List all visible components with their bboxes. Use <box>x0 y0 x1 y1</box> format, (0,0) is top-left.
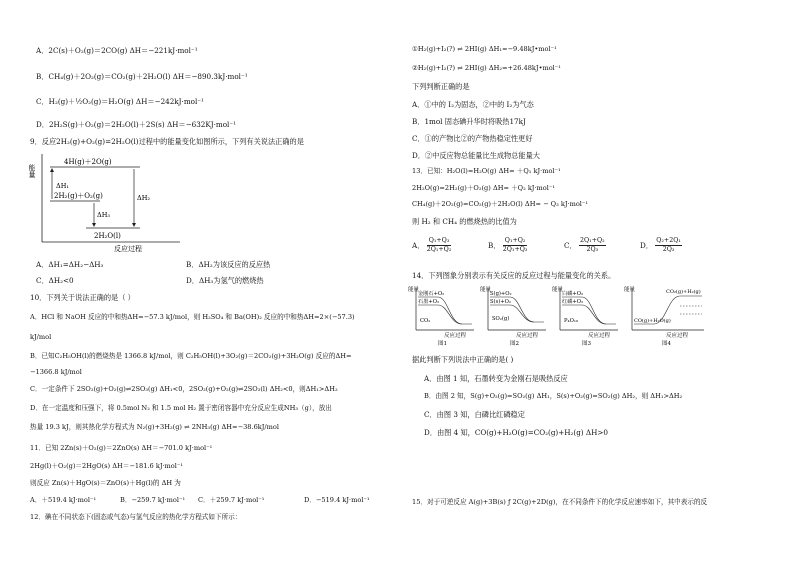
denominator: 2Q₁+Q₃ <box>502 246 528 253</box>
q11-line-1: 11．已知 2Zn(s)＋O₂(g)＝2ZnO(s) ΔH＝−701.0 kJ·mol⁻¹ <box>30 444 213 452</box>
q14-figure-1 <box>408 284 478 346</box>
q11-option-d: D．−519.4 kJ·mol⁻¹ <box>304 496 370 504</box>
dh2-label: ΔH₂ <box>137 194 150 202</box>
diagram-ylabel: 能量 <box>28 164 36 178</box>
arrow-dh3-head <box>92 223 96 227</box>
fig-caption: 图4 <box>662 341 671 347</box>
q10-line-1: A．HCl 和 NaOH 反应的中和热ΔH=−57.3 kJ/mol，则 H₂SO₄ 和 Ba(OH)₂ 反应的中和热ΔH=2×(−57.3) <box>30 313 355 321</box>
q14-option-d: D．由图 4 知，CO(g)+H₂O(g)=CO₂(g)+H₂(g) ΔH>0 <box>424 428 608 437</box>
right-column <box>400 0 794 565</box>
fig-ylabel: 能量 <box>408 287 420 293</box>
q12-option-a: A．①中的 I₂为固态，②中的 I₂为气态 <box>412 100 534 109</box>
q13-option-d <box>640 237 682 254</box>
fig-xlabel: 反应过程 <box>588 333 611 339</box>
fig-caption: 图2 <box>510 341 519 347</box>
fig-bottom-label: P₄O₁₀ <box>564 318 578 324</box>
q11-option-b: B．−259.7 kJ·mol⁻¹ <box>120 496 186 504</box>
numerator: Q₂+2Q₁ <box>656 237 681 244</box>
q10-line-3: B．已知C₂H₅OH(l)的燃烧热是 1366.8 kJ/mol，则 C₂H₅OH(l)+3O₂(g)＝2CO₂(g)+3H₂O(g) 反应的ΔH= <box>30 352 352 360</box>
q12-eq-1: ①H₂(g)+I₂(?) ⇌ 2HI(g) ΔH₁=−9.48kJ•mol⁻¹ <box>412 45 557 53</box>
q10-line-5: C．一定条件下 2SO₂(g)+O₂(g)⇌2SO₃(g) ΔH₁<0，2SO₂(g)+O₂(g)⇌2SO₃(l) ΔH₂<0，则ΔH₁>ΔH₂ <box>30 385 338 393</box>
q9-energy-diagram <box>30 150 190 252</box>
q13-line-4: 则 H₂ 和 CH₄ 的燃烧热的比值为 <box>412 217 517 226</box>
option-letter: C． <box>564 241 577 250</box>
q14-stem: 14．下列图象分别表示有关反应的反应过程与能量变化的关系。 <box>412 271 616 280</box>
level-bottom-label: 2H₂O(l) <box>94 232 121 240</box>
fraction <box>655 237 682 254</box>
fig-caption: 图1 <box>438 341 447 347</box>
q12-question: 下列判断正确的是 <box>412 82 470 91</box>
level-mid-label: 2H₂(g)＋O₂(g) <box>54 192 103 200</box>
q11-line-3: 则反应 Zn(s)＋HgO(s)＝ZnO(s)＋Hg(l)的 ΔH 为 <box>30 479 181 487</box>
diagram-xlabel: 反应过程 <box>114 245 142 253</box>
q13-line-1: 13．已知：H₂O(l)=H₂O(g) ΔH= ＋Q₁ kJ·mol⁻¹ <box>412 167 561 175</box>
q14-figure-3 <box>552 284 622 346</box>
q8-option-c: C．H₂(g)＋½O₂(g)＝H₂O(g) ΔH＝−242kJ·mol⁻¹ <box>36 97 204 106</box>
q10-line-6: D．在一定温度和压强下，将 0.5mol N₂ 和 1.5 mol H₂ 置于密闭容器中充分反应生成NH₃（g），放出 <box>30 404 332 412</box>
fig-mid-label: 红磷+O₂ <box>562 299 584 305</box>
q14-figure-2 <box>480 284 550 346</box>
fig-mid-label: 石墨+O₂ <box>418 299 440 305</box>
numerator: 2Q₁+Q₂ <box>579 237 605 244</box>
fig-xlabel: 反应过程 <box>444 333 467 339</box>
level-top-label: 4H(g)＋2O(g) <box>64 158 112 166</box>
q9-option-a: A．ΔH₁=ΔH₂−ΔH₃ <box>36 260 104 269</box>
q11-line-2: 2Hg(l)＋O₂(g)＝2HgO(s) ΔH＝−181.6 kJ·mol⁻¹ <box>30 462 184 470</box>
numerator: Q₁+Q₃ <box>428 237 450 244</box>
q9-stem: 9．反应2H₂(g)+O₂(g)=2H₂O(l)过程中的能量变化如图所示，下列有关说法正确的是 <box>30 137 304 146</box>
q12-option-c: C．①的产物比②的产物热稳定性更好 <box>412 134 533 143</box>
q10-stem: 10．下列关于说法正确的是（ ） <box>30 293 135 302</box>
fig-top-label: CO₂(g)+H₂(g) <box>666 289 701 295</box>
fig-top-label: S(g)+O₂ <box>490 291 512 297</box>
fig-ylabel: 能量 <box>624 287 636 293</box>
q13-option-a <box>412 237 451 254</box>
arrow-dh1-head <box>50 168 54 172</box>
fig-top-label: 金刚石+O₂ <box>418 291 445 297</box>
fig-caption: 图3 <box>582 341 591 347</box>
q12-eq-2: ②H₂(g)+I₂(?) ⇌ 2HI(g) ΔH₂=+26.48kJ•mol⁻¹ <box>412 64 561 72</box>
q13-line-2: 2H₂O(g)=2H₂(g)＋O₂(g) ΔH= ＋Q₂ kJ·mol⁻¹ <box>412 184 556 192</box>
fig-xlabel: 反应过程 <box>666 333 689 339</box>
q11-option-c: C．＋259.7 kJ·mol⁻¹ <box>198 496 265 504</box>
q13-line-3: CH₄(g)＋2O₂(g)=CO₂(g)＋2H₂O(l) ΔH= − Q₃ kJ·mol⁻¹ <box>412 200 589 208</box>
fraction <box>503 237 528 254</box>
fig-bottom-label: SO₂(g) <box>492 316 510 322</box>
fig-bottom-label: CO₂ <box>420 318 431 324</box>
q13-option-b <box>488 237 527 254</box>
q8-option-d: D．2H₂S(g)＋O₂(g)＝2H₂O(l)＋2S(s) ΔH＝−632KJ·mol⁻¹ <box>36 120 236 129</box>
dh3-label: ΔH₃ <box>97 211 110 219</box>
q10-line-2: kJ/mol <box>30 333 52 341</box>
dh1-label: ΔH₁ <box>56 182 69 190</box>
option-letter: A． <box>412 241 425 250</box>
fig-bottom-label: CO(g)+H₂O(g) <box>634 318 671 324</box>
fig-mid-label: S(s)+O₂ <box>490 299 511 305</box>
q12-option-b: B．1mol 固态碘升华时将吸热17kJ <box>412 117 526 126</box>
q14-figure-4 <box>624 284 708 346</box>
q15-stem: 15．对于可逆反应 A(g)+3B(s) ƒ 2C(g)+2D(g)，在不同条件下的化学反应速率如下，其中表示的反 <box>412 498 708 506</box>
q9-option-c: C．ΔH₂<0 <box>36 276 74 285</box>
fig-ylabel: 能量 <box>480 287 492 293</box>
q14-option-c: C．由图 3 知，白磷比红磷稳定 <box>424 410 525 419</box>
denominator: 2Q₃ <box>586 246 599 253</box>
q8-option-a: A．2C(s)＋O₂(g)＝2CO(g) ΔH＝−221kJ·mol⁻¹ <box>36 46 198 55</box>
numerator: Q₁+Q₂ <box>504 237 526 244</box>
q13-option-c <box>564 237 606 254</box>
q10-line-7: 热量 19.3 kJ，则其热化学方程式为 N₂(g)+3H₂(g) ⇌ 2NH₃(g) ΔH=−38.6kJ/mol <box>30 423 279 431</box>
q9-option-b: B．ΔH₂为该反应的反应热 <box>186 260 271 269</box>
option-letter: D． <box>640 241 653 250</box>
arrow-dh2-head <box>132 223 136 227</box>
q12-stem: 12．碘在不同状态下(固态或气态)与氢气反应的热化学方程式如下所示： <box>30 513 242 521</box>
fig-ylabel: 能量 <box>552 287 564 293</box>
q9-option-d: D．ΔH₃为氢气的燃烧热 <box>186 276 264 285</box>
fraction <box>579 237 606 254</box>
fig-top-label: 白磷+O₂ <box>562 291 584 297</box>
q14-question: 据此判断下列说法中正确的是( ) <box>412 355 514 364</box>
fraction <box>427 237 452 254</box>
fig-xlabel: 反应过程 <box>516 333 539 339</box>
q14-option-b: B．由图 2 知，S(g)+O₂(g)=SO₂(g) ΔH₁，S(s)+O₂(g)=SO₂(g) ΔH₂，则 ΔH₁>ΔH₂ <box>424 392 683 400</box>
q11-option-a: A．＋519.4 kJ·mol⁻¹ <box>30 496 97 504</box>
q14-option-a: A．由图 1 知，石墨转变为金刚石是吸热反应 <box>424 374 568 383</box>
q8-option-b: B．CH₄(g)＋2O₂(g)＝CO₂(g)＋2H₂O(l) ΔH＝−890.3kJ·mol⁻¹ <box>36 72 248 81</box>
denominator: 2Q₁+Q₂ <box>426 246 452 253</box>
option-letter: B． <box>488 241 501 250</box>
q10-line-4: −1366.8 kJ/mol <box>30 368 82 376</box>
denominator: 2Q₃ <box>662 246 675 253</box>
q12-option-d: D．②中反应物总能量比生成物总能量大 <box>412 151 540 160</box>
